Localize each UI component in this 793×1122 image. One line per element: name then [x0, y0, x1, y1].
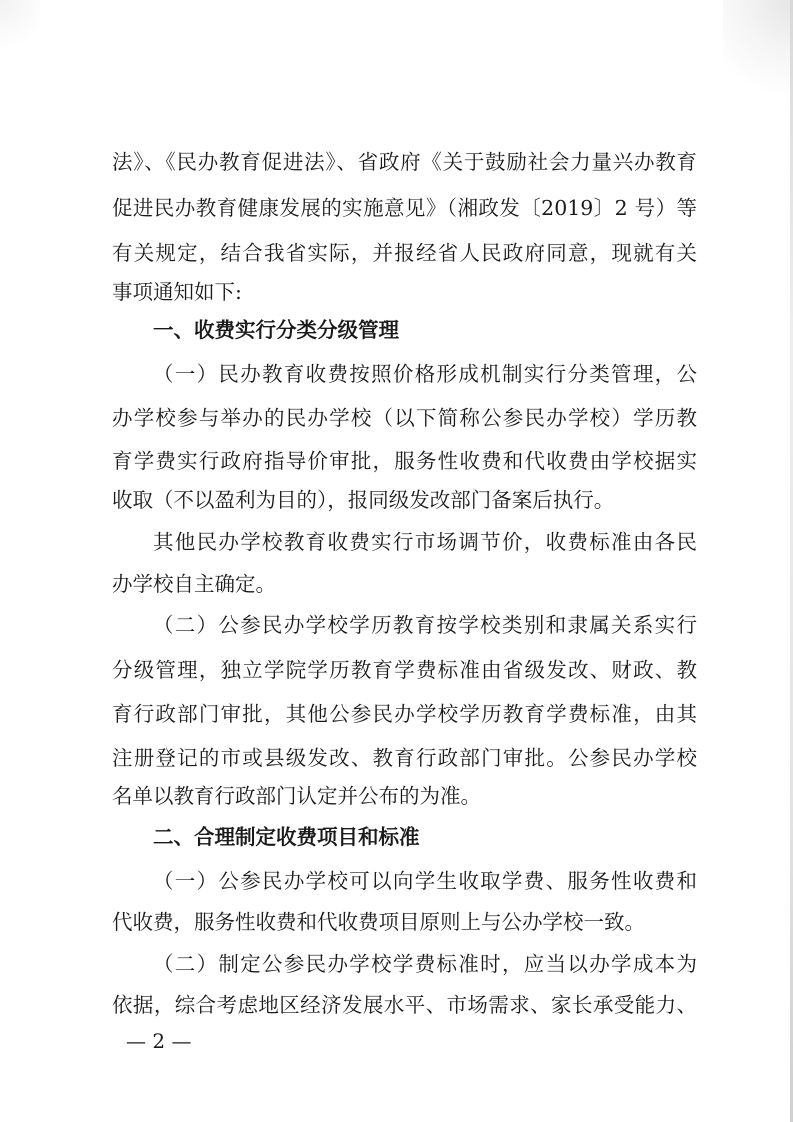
paragraph-line: （一）公参民办学校可以向学生收取学费、服务性收费和 [153, 869, 697, 893]
paragraph-line: 事项通知如下: [112, 280, 242, 304]
page-number: — 2 — [126, 1029, 192, 1053]
paragraph-line: 其他民办学校教育收费实行市场调节价，收费标准由各民 [153, 530, 697, 554]
paragraph-line: 促进民办教育健康发展的实施意见》（湘政发〔2019〕2 号）等 [112, 196, 697, 220]
paragraph-line: 收取（不以盈利为目的），报同级发改部门备案后执行。 [112, 488, 615, 512]
section-heading: 二、合理制定收费项目和标准 [153, 825, 420, 849]
paragraph-line: 办学校参与举办的民办学校（以下简称公参民办学校）学历教 [112, 406, 697, 430]
scan-shadow [0, 0, 40, 60]
paragraph-line: 代收费，服务性收费和代收费项目原则上与公办学校一致。 [112, 910, 645, 934]
scan-shadow [723, 0, 793, 110]
paragraph-line: （一）民办教育收费按照价格形成机制实行分类管理，公 [153, 362, 697, 386]
paragraph-line: 注册登记的市或县级发改、教育行政部门审批。公参民办学校 [112, 746, 697, 770]
paragraph-line: 办学校自主确定。 [112, 572, 276, 596]
paragraph-line: 依据，综合考虑地区经济发展水平、市场需求、家长承受能力、 [112, 993, 697, 1017]
paragraph-line: （二）制定公参民办学校学费标准时，应当以办学成本为 [153, 952, 697, 976]
paragraph-line: 法》、《民办教育促进法》、省政府《关于鼓励社会力量兴办教育 [112, 150, 697, 174]
paragraph-line: 育行政部门审批，其他公参民办学校学历教育学费标准，由其 [112, 702, 697, 726]
paragraph-line: 分级管理，独立学院学历教育学费标准由省级发改、财政、教 [112, 658, 697, 682]
paragraph-line: （二）公参民办学校学历教育按学校类别和隶属关系实行 [153, 613, 697, 637]
paragraph-line: 有关规定，结合我省实际，并报经省人民政府同意，现就有关 [112, 241, 697, 265]
paragraph-line: 育学费实行政府指导价审批，服务性收费和代收费由学校据实 [112, 449, 697, 473]
paragraph-line: 名单以教育行政部门认定并公布的为准。 [112, 784, 481, 808]
section-heading: 一、收费实行分类分级管理 [153, 318, 399, 342]
